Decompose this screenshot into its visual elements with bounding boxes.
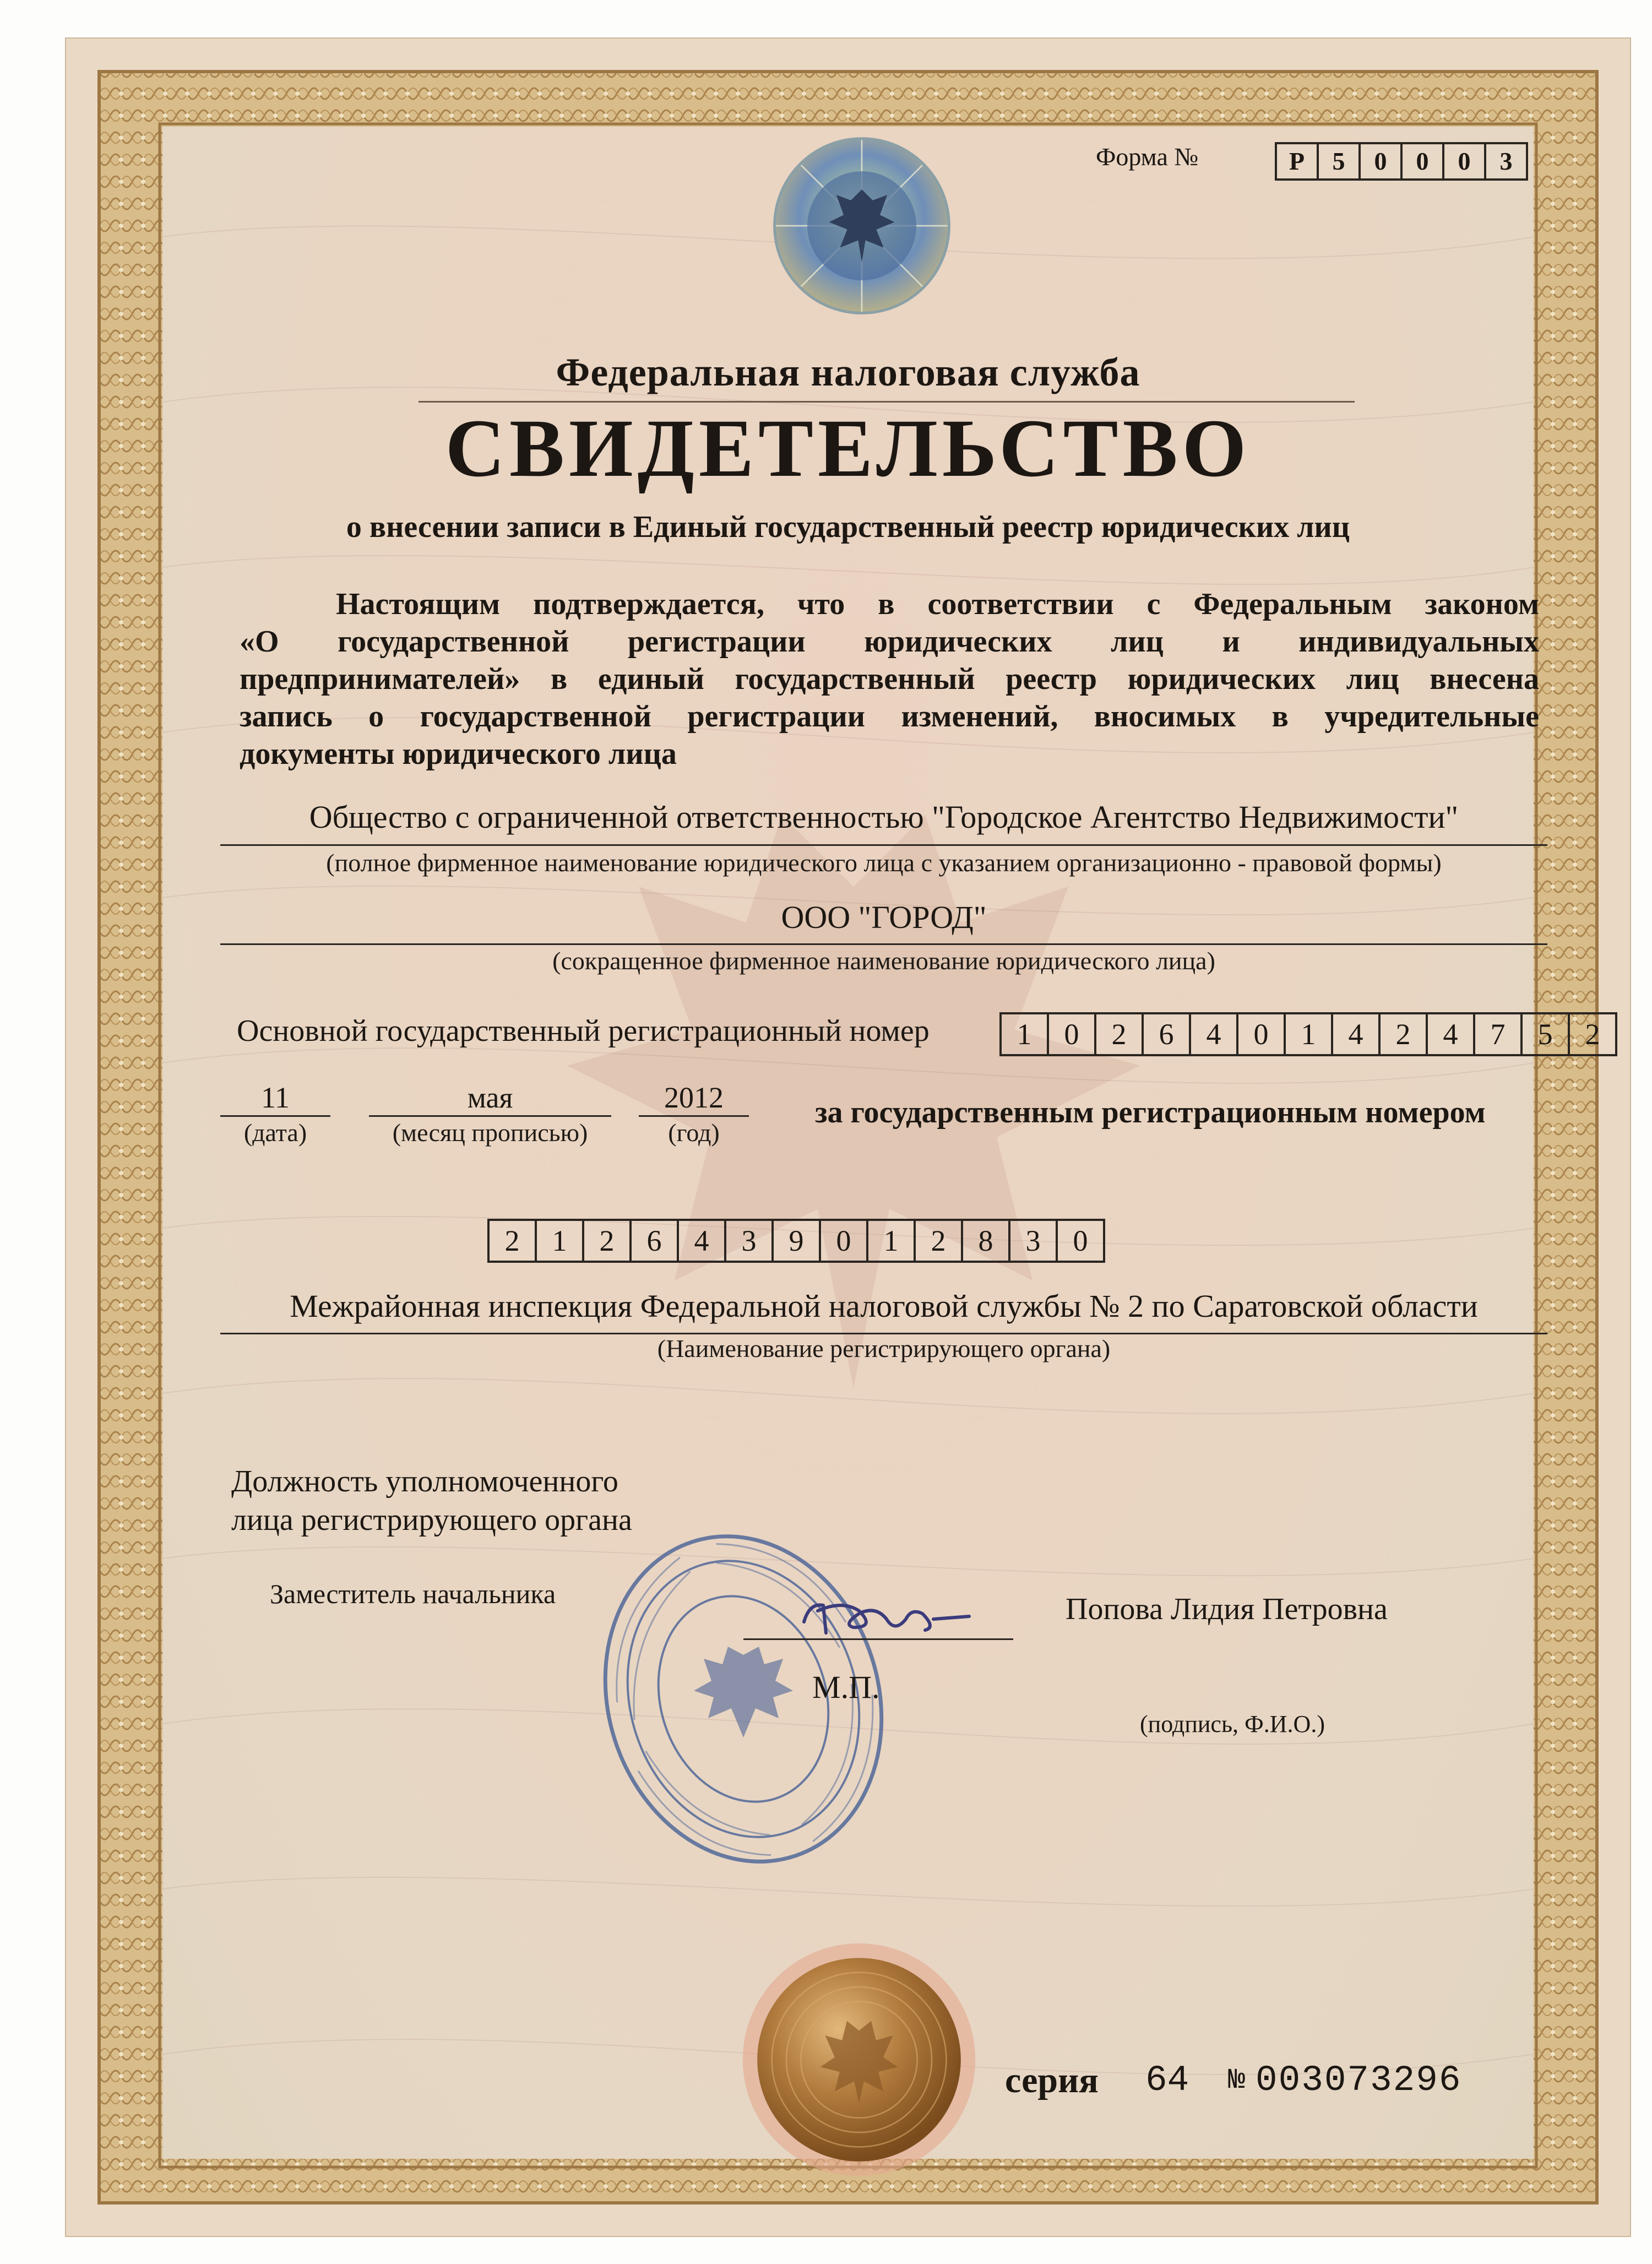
ogrn-digit: 5 [1520, 1012, 1570, 1056]
form-code-cell: 0 [1442, 142, 1486, 181]
ogrn-digit: 1 [999, 1012, 1049, 1056]
position-label [231, 1462, 632, 1539]
official-position: Заместитель начальника [270, 1578, 556, 1609]
form-code-boxes [1275, 142, 1528, 181]
hologram-emblem [771, 135, 953, 317]
form-code-cell: 0 [1358, 142, 1403, 181]
form-code-cell: 3 [1484, 142, 1528, 181]
registrar-caption: (Наименование регистрирующего органа) [657, 1334, 1111, 1362]
grn-digit: 0 [819, 1219, 868, 1263]
grn-digit: 1 [535, 1219, 584, 1263]
short-name-underline [220, 943, 1547, 945]
grn-digit: 1 [866, 1219, 916, 1263]
full-name-underline [220, 844, 1547, 846]
form-code-cell: 0 [1400, 142, 1444, 181]
certificate-title: СВИДЕТЕЛЬСТВО [445, 403, 1251, 494]
registrar-name: Межрайонная инспекция Федеральной налоговой службы № 2 по Саратовской области [290, 1288, 1478, 1324]
grn-digit: 3 [1008, 1219, 1058, 1263]
ogrn-digit: 0 [1047, 1012, 1096, 1056]
ogrn-digit: 7 [1473, 1012, 1523, 1056]
grn-digit: 6 [629, 1219, 679, 1263]
ogrn-label: Основной государственный регистрационный номер [237, 1014, 930, 1048]
short-name-caption: (сокращенное фирменное наименование юридического лица) [552, 947, 1215, 975]
date-year: 2012 [664, 1081, 724, 1114]
short-company-name: ООО "ГОРОД" [781, 899, 987, 935]
grn-intro-text: за государственным регистрационным номером [815, 1095, 1486, 1130]
date-year-caption: (год) [668, 1119, 720, 1147]
serial-number: 003073296 [1256, 2060, 1462, 2101]
date-month: мая [467, 1081, 513, 1114]
date-day: 11 [261, 1081, 290, 1114]
ogrn-digit: 4 [1189, 1012, 1238, 1056]
body-line-4: запись о государственной регистрации изменений, вносимых в учредительные [240, 699, 1539, 734]
date-day-caption: (дата) [243, 1119, 307, 1147]
series-label: серия [1005, 2060, 1099, 2100]
form-number-label: Форма № [1096, 143, 1199, 171]
signature [793, 1589, 991, 1649]
ogrn-boxes [999, 1012, 1617, 1056]
body-line-2: «О государственной регистрации юридических лиц и индивидуальных [240, 625, 1539, 659]
full-company-name: Общество с ограниченной ответственностью "Городское Агентство Недвижимости" [309, 799, 1459, 835]
gold-seal [738, 1939, 980, 2181]
grn-digit: 3 [724, 1219, 774, 1263]
authority-name: Федеральная налоговая служба [556, 350, 1140, 394]
form-code-cell: Р [1275, 142, 1319, 181]
position-label-line-2: лица регистрирующего органа [231, 1503, 632, 1537]
date-year-underline [639, 1115, 749, 1117]
ogrn-digit: 2 [1094, 1012, 1144, 1056]
date-month-caption: (месяц прописью) [392, 1119, 588, 1147]
serial-no-sign: № [1228, 2064, 1246, 2097]
grn-digit: 4 [677, 1219, 726, 1263]
position-label-line-1: Должность уполномоченного [231, 1464, 618, 1499]
grn-digit: 2 [914, 1219, 963, 1263]
grn-digit: 2 [582, 1219, 632, 1263]
ogrn-digit: 1 [1284, 1012, 1333, 1056]
certificate-subtitle: о внесении записи в Единый государственный реестр юридических лиц [346, 510, 1350, 544]
date-day-underline [220, 1115, 330, 1117]
date-month-underline [369, 1115, 611, 1117]
ogrn-digit: 4 [1331, 1012, 1381, 1056]
form-code-cell: 5 [1317, 142, 1361, 181]
grn-boxes [487, 1219, 1105, 1263]
ogrn-digit: 4 [1426, 1012, 1475, 1056]
ogrn-digit: 2 [1378, 1012, 1428, 1056]
body-line-1: Настоящим подтверждается, что в соответствии с Федеральным законом [336, 587, 1539, 621]
body-line-5: документы юридического лица [240, 737, 677, 771]
stamp-mark: М.П. [812, 1669, 880, 1705]
signature-line [743, 1638, 1013, 1640]
grn-digit: 8 [961, 1219, 1010, 1263]
grn-digit: 9 [771, 1219, 821, 1263]
signature-caption: (подпись, Ф.И.О.) [1140, 1711, 1325, 1738]
ogrn-digit: 6 [1142, 1012, 1191, 1056]
series-number: 64 [1145, 2060, 1189, 2101]
ogrn-digit: 2 [1568, 1012, 1617, 1056]
grn-digit: 0 [1056, 1219, 1105, 1263]
full-name-caption: (полное фирменное наименование юридического лица с указанием организационно - правовой формы) [326, 849, 1442, 877]
body-line-3: предпринимателей» в единый государственный реестр юридических лиц внесена [240, 662, 1539, 696]
grn-digit: 2 [487, 1219, 537, 1263]
ogrn-digit: 0 [1236, 1012, 1286, 1056]
official-name: Попова Лидия Петровна [1066, 1592, 1388, 1626]
